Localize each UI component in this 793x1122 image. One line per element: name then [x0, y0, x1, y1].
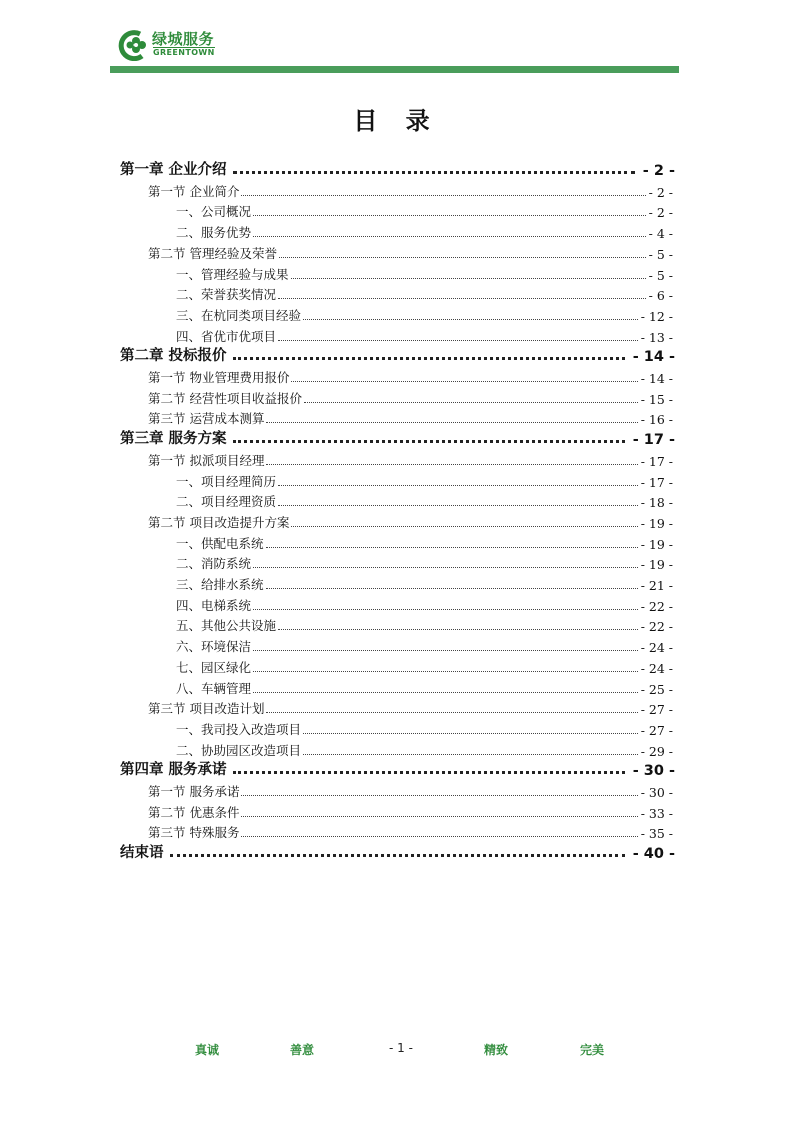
toc-entry-label: 第二节 项目改造提升方案 [148, 514, 290, 530]
toc-entry-page: - 22 - [640, 619, 673, 635]
toc-entry-label: 第三节 特殊服务 [148, 825, 240, 841]
toc-entry-label: 结束语 [120, 845, 164, 862]
toc-entry[interactable] [120, 428, 675, 448]
toc-entry[interactable] [176, 552, 673, 572]
toc-leader-dots [266, 704, 637, 713]
toc-entry-label: 四、省优市优项目 [176, 328, 277, 344]
toc-entry-page: - 19 - [640, 536, 673, 552]
toc-entry-label: 三、在杭同类项目经验 [176, 307, 302, 323]
toc-entry-label: 第一节 拟派项目经理 [148, 452, 265, 468]
toc-entry[interactable] [176, 325, 673, 345]
toc-entry-label: 第一节 企业简介 [148, 183, 240, 199]
footer-page-number: - 1 - [389, 1041, 413, 1055]
toc-entry-page: - 29 - [640, 743, 673, 759]
toc-entry-label: 二、协助园区改造项目 [176, 742, 302, 758]
toc-leader-dots [266, 539, 638, 548]
toc-leader-dots [233, 764, 625, 774]
toc-entry-label: 二、项目经理资质 [176, 494, 277, 510]
toc-entry-page: - 17 - [632, 432, 675, 449]
toc-leader-dots [253, 207, 646, 216]
header-bar [110, 66, 679, 73]
toc-leader-dots [303, 725, 638, 734]
toc-entry-label: 八、车辆管理 [176, 680, 252, 696]
toc-entry-label: 一、我司投入改造项目 [176, 721, 302, 737]
toc-entry-label: 五、其他公共设施 [176, 618, 277, 634]
toc-entry-page: - 24 - [640, 660, 673, 676]
toc-entry[interactable] [120, 842, 675, 862]
toc-entry-label: 一、公司概况 [176, 204, 252, 220]
toc-entry[interactable] [120, 159, 675, 179]
toc-entry[interactable] [148, 242, 673, 262]
toc-entry-page: - 5 - [648, 246, 673, 262]
toc-leader-dots [278, 621, 638, 630]
toc-entry[interactable] [176, 263, 673, 283]
toc-leader-dots [278, 477, 638, 486]
toc-entry-page: - 35 - [640, 826, 673, 842]
toc-leader-dots [253, 228, 646, 237]
toc-entry[interactable] [176, 200, 673, 220]
toc-entry[interactable] [148, 387, 673, 407]
page-header [118, 27, 318, 63]
toc-entry[interactable] [148, 366, 673, 386]
toc-leader-dots [233, 433, 625, 443]
page-title: 目 录 [353, 107, 440, 135]
toc-leader-dots [278, 290, 646, 299]
toc-entry[interactable] [148, 780, 673, 800]
toc-entry-label: 第二节 管理经验及荣誉 [148, 245, 277, 261]
toc-entry[interactable] [176, 490, 673, 510]
toc-leader-dots [303, 311, 638, 320]
toc-entry[interactable] [148, 801, 673, 821]
greentown-logo-icon [118, 29, 150, 61]
toc-entry-label: 二、消防系统 [176, 556, 252, 572]
toc-leader-dots [291, 373, 637, 382]
toc-leader-dots [241, 187, 645, 196]
logo-text-en: GREENTOWN [153, 48, 215, 57]
toc-entry[interactable] [148, 180, 673, 200]
toc-leader-dots [266, 456, 637, 465]
toc-entry[interactable] [176, 304, 673, 324]
toc-leader-dots [253, 559, 638, 568]
toc-entry-label: 一、管理经验与成果 [176, 266, 289, 282]
toc-entry-page: - 12 - [640, 308, 673, 324]
toc-entry[interactable] [176, 656, 673, 676]
footer-motto-4: 完美 [580, 1043, 605, 1057]
toc-entry-page: - 19 - [640, 557, 673, 573]
toc-leader-dots [303, 746, 638, 755]
toc-entry-page: - 27 - [640, 722, 673, 738]
toc-entry-page: - 16 - [640, 412, 673, 428]
toc-entry[interactable] [148, 511, 673, 531]
toc-entry-label: 二、服务优势 [176, 225, 252, 241]
footer-motto-3: 精致 [484, 1043, 509, 1057]
toc-entry-page: - 13 - [640, 329, 673, 345]
toc-entry-page: - 14 - [640, 371, 673, 386]
toc-entry-page: - 18 - [640, 495, 673, 511]
toc-leader-dots [233, 164, 635, 174]
toc-entry-label: 四、电梯系统 [176, 597, 252, 613]
toc-entry-label: 第二节 优惠条件 [148, 804, 240, 820]
toc-entry[interactable] [176, 677, 673, 697]
toc-entry-label: 第一节 物业管理费用报价 [148, 370, 290, 385]
toc-leader-dots [278, 497, 638, 506]
toc-entry-page: - 40 - [632, 846, 675, 863]
toc-entry-label: 第一章 企业介绍 [120, 162, 227, 178]
toc-leader-dots [253, 684, 638, 693]
toc-leader-dots [233, 350, 625, 360]
toc-entry-label: 三、给排水系统 [176, 577, 264, 592]
toc-entry-page: - 33 - [640, 805, 673, 821]
toc-entry-page: - 30 - [632, 763, 675, 780]
toc-entry-label: 一、供配电系统 [176, 535, 264, 551]
toc-entry-page: - 14 - [632, 349, 675, 366]
toc-leader-dots [304, 394, 638, 403]
logo-text-cn: 绿城服务 [152, 30, 215, 48]
toc-entry[interactable] [148, 821, 673, 841]
toc-leader-dots [241, 808, 637, 817]
page-footer [0, 1041, 793, 1061]
toc-entry-page: - 22 - [640, 598, 673, 614]
toc-entry-page: - 6 - [648, 288, 673, 304]
toc-entry[interactable] [176, 718, 673, 738]
toc-leader-dots [291, 270, 646, 279]
toc-entry[interactable] [120, 759, 675, 779]
toc-entry[interactable] [148, 449, 673, 469]
toc-entry-page: - 30 - [640, 785, 673, 800]
footer-motto-2: 善意 [290, 1043, 315, 1057]
toc-entry-page: - 5 - [648, 267, 673, 283]
toc-entry-label: 七、园区绿化 [176, 659, 252, 675]
toc-entry[interactable] [176, 532, 673, 552]
toc-leader-dots [253, 601, 638, 610]
toc-entry-label: 第三节 运营成本测算 [148, 411, 265, 427]
toc-entry-label: 第二节 经营性项目收益报价 [148, 390, 302, 406]
toc-entry-page: - 4 - [648, 226, 673, 242]
toc-entry[interactable] [148, 697, 673, 717]
toc-entry-label: 六、环境保洁 [176, 639, 252, 655]
toc-leader-dots [241, 787, 637, 796]
toc-entry-page: - 24 - [640, 640, 673, 656]
toc-entry-page: - 15 - [640, 391, 673, 407]
toc-entry-label: 第一节 服务承诺 [148, 784, 240, 799]
toc-entry-page: - 27 - [640, 702, 673, 718]
toc-entry-page: - 25 - [640, 681, 673, 697]
toc-entry[interactable] [176, 635, 673, 655]
toc-entry[interactable] [176, 221, 673, 241]
toc-entry-page: - 2 - [642, 163, 675, 179]
toc-entry-label: 一、项目经理简历 [176, 473, 277, 489]
toc-entry-page: - 21 - [640, 578, 673, 593]
toc-entry[interactable] [176, 614, 673, 634]
toc-entry-label: 第四章 服务承诺 [120, 762, 227, 779]
toc-entry-label: 二、荣誉获奖情况 [176, 287, 277, 303]
toc-entry-page: - 19 - [640, 515, 673, 531]
toc-entry-page: - 17 - [640, 453, 673, 469]
toc-entry[interactable] [176, 283, 673, 303]
toc-entry[interactable] [176, 594, 673, 614]
toc-entry-page: - 2 - [648, 205, 673, 221]
toc-leader-dots [279, 249, 646, 258]
toc-leader-dots [266, 414, 637, 423]
toc-entry-label: 第二章 投标报价 [120, 348, 227, 365]
footer-motto-1: 真诚 [195, 1043, 220, 1057]
toc-leader-dots [266, 580, 638, 589]
toc-leader-dots [278, 332, 638, 341]
toc-leader-dots [241, 828, 637, 837]
toc-entry[interactable] [176, 739, 673, 759]
toc-entry[interactable] [176, 470, 673, 490]
toc-leader-dots [291, 518, 637, 527]
toc-entry-label: 第三节 项目改造计划 [148, 701, 265, 717]
toc-leader-dots [253, 663, 638, 672]
toc-leader-dots [170, 847, 625, 857]
toc-entry[interactable] [148, 407, 673, 427]
toc-entry-page: - 2 - [648, 184, 673, 200]
toc-entry[interactable] [176, 573, 673, 593]
toc-entry-label: 第三章 服务方案 [120, 431, 227, 448]
toc-entry-page: - 17 - [640, 474, 673, 490]
toc-leader-dots [253, 642, 638, 651]
toc-entry[interactable] [120, 345, 675, 365]
